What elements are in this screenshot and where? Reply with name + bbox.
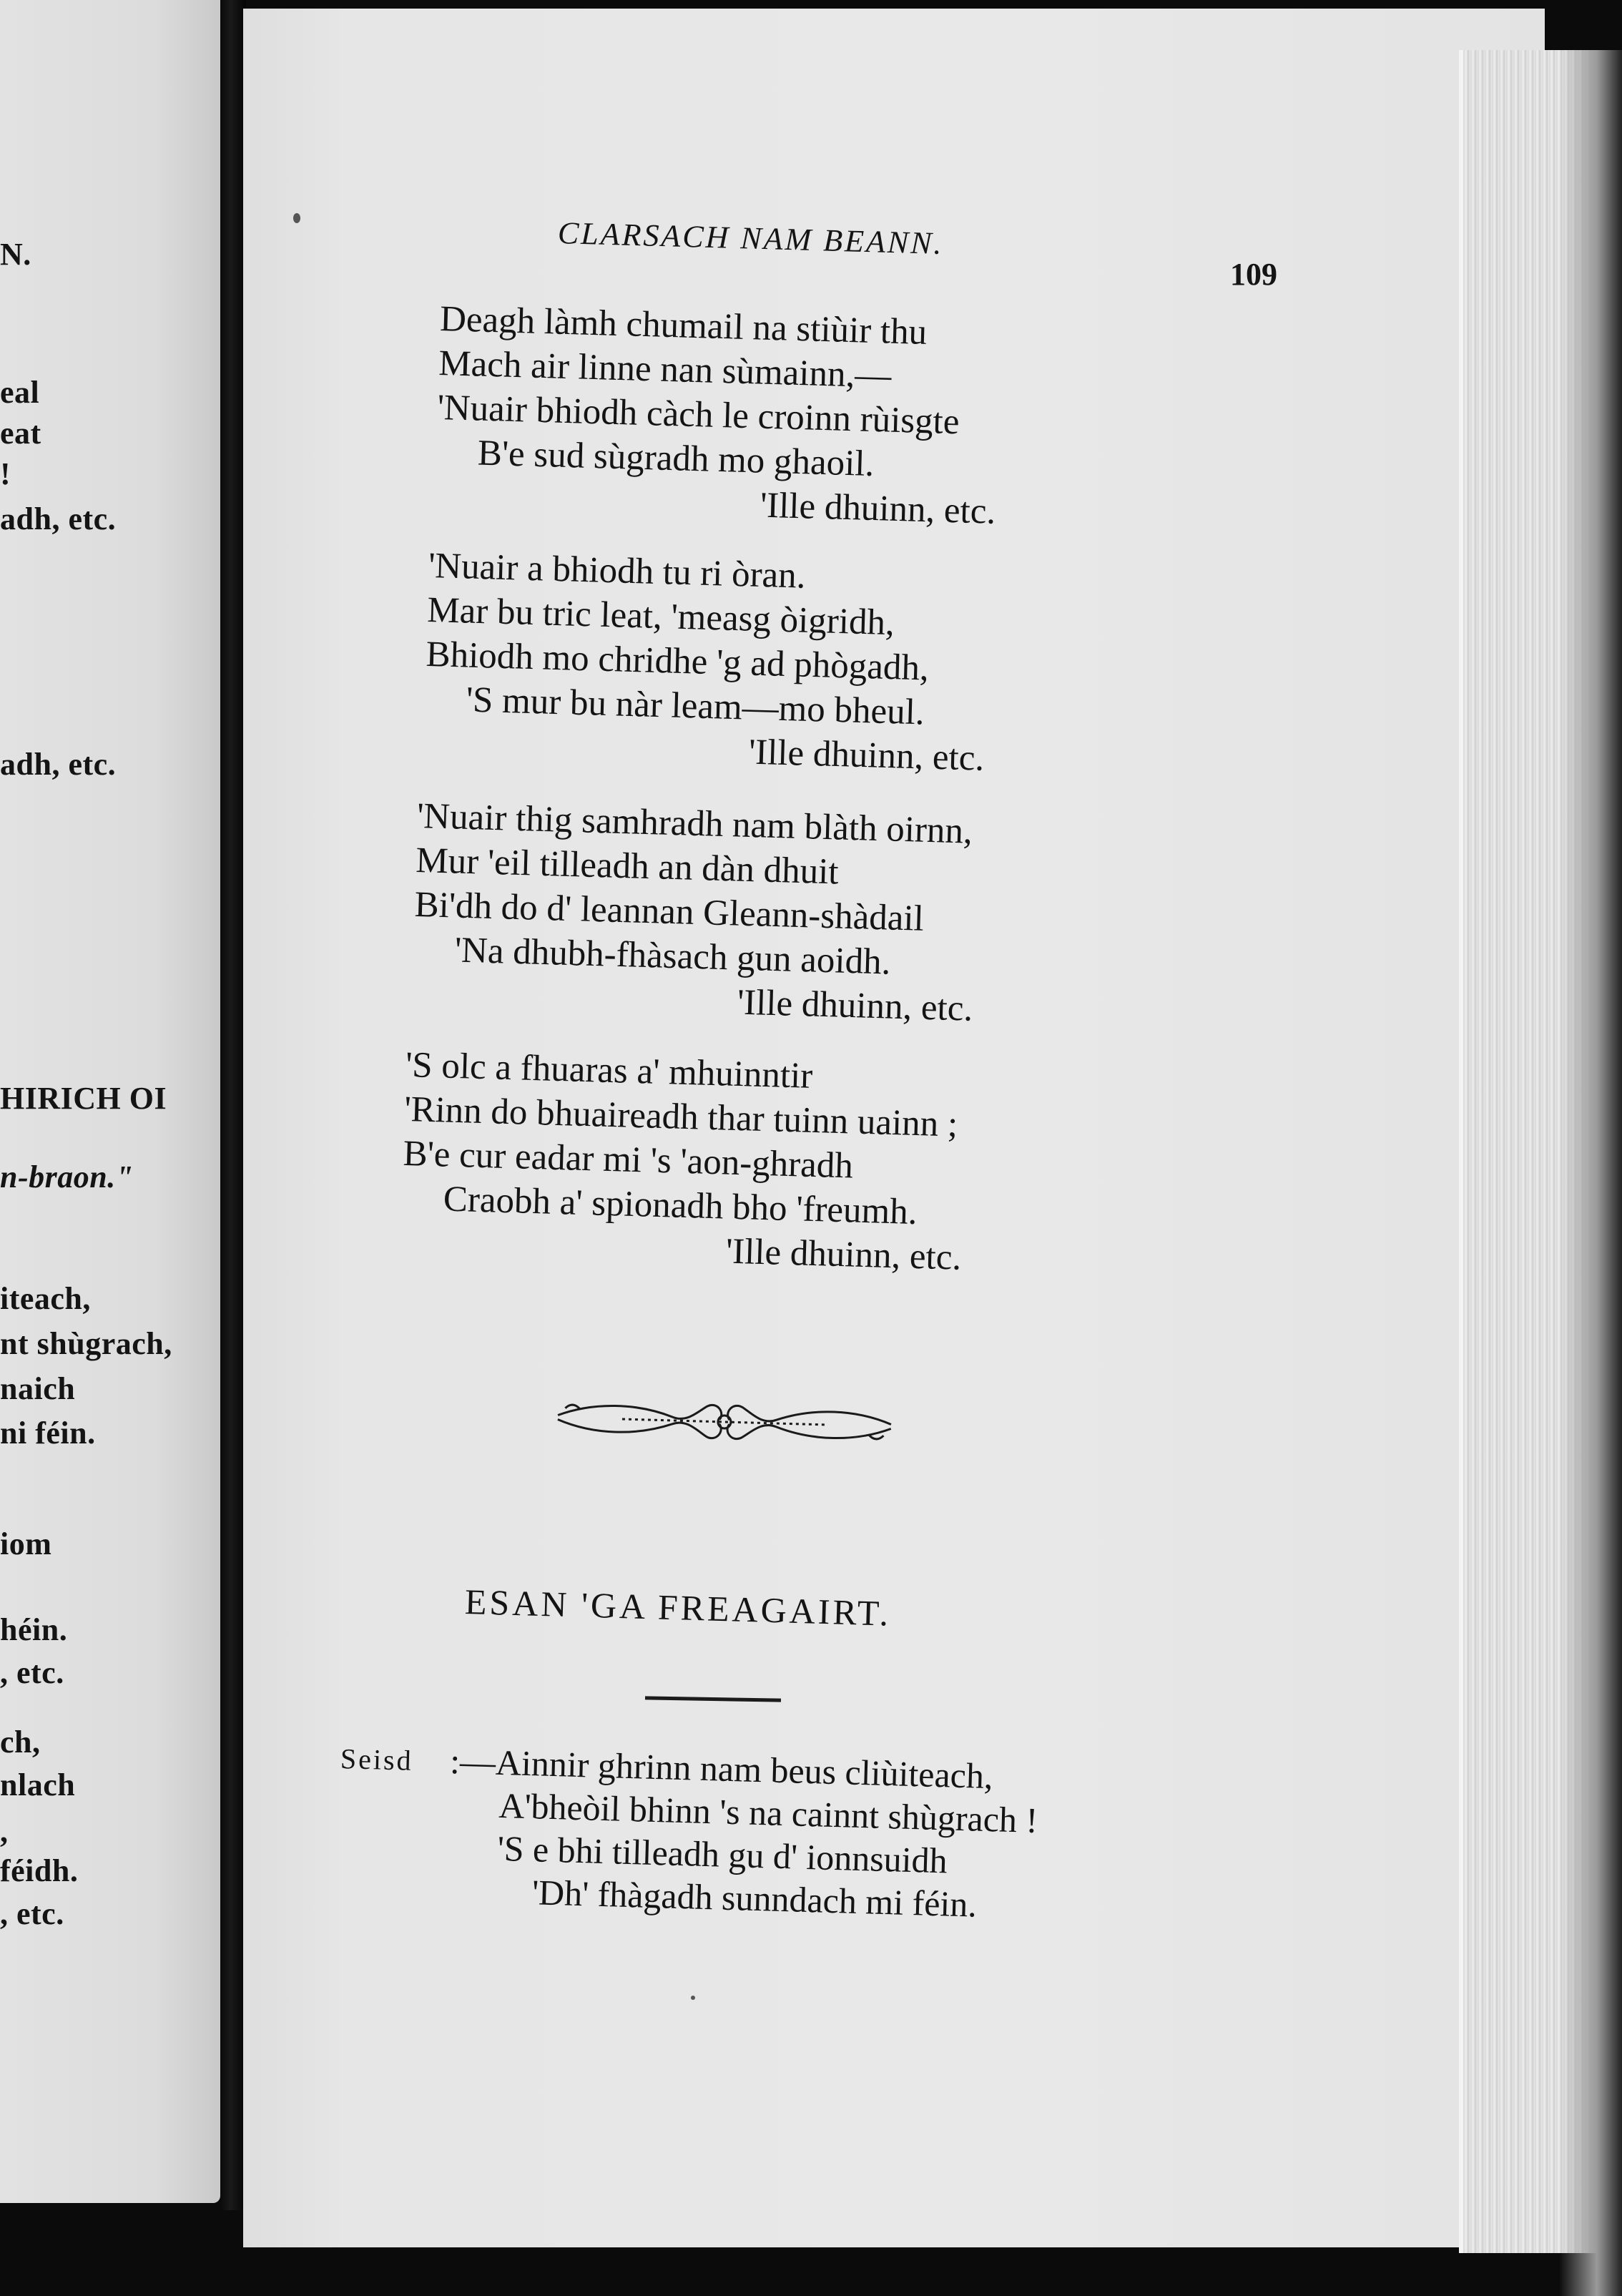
verse-line: Mach air linne nan sùmainn,— [438, 343, 893, 396]
stanza-4 [400, 1043, 967, 1280]
chorus-line: A'bheòil bhinn 's na cainnt shùgrach ! [498, 1785, 1038, 1840]
chorus-line: :—Ainnir ghrinn nam beus cliùiteach, [449, 1740, 994, 1797]
left-page-fragment: eat [0, 416, 41, 451]
refrain-line: 'Ille dhuinn, etc. [725, 1231, 962, 1278]
verse-line: Bi'dh do d' leannan Gleann-shàdail [413, 884, 925, 939]
verse-line: 'S mur bu nàr leam—mo bheul. [466, 680, 925, 733]
verse-line: Deagh làmh chumail na stiùir thu [439, 298, 928, 353]
chorus-line: 'S e bhi tilleadh gu d' ionnsuidh [497, 1828, 948, 1881]
left-page-fragment: adh, etc. [0, 747, 117, 782]
chorus-line: 'Dh' fhàgadh sunndach mi féin. [531, 1872, 978, 1925]
left-page-fragment: iom [0, 1526, 52, 1561]
left-page-fragment: héin. [0, 1612, 68, 1647]
page-edges-shadow [1559, 50, 1622, 2296]
left-page-fragment: naich [0, 1371, 76, 1406]
verse-line: B'e cur eadar mi 's 'aon-ghradh [402, 1133, 854, 1187]
left-page-fragment: nt shùgrach, [0, 1326, 172, 1361]
stanza-3 [411, 794, 978, 1031]
book-gutter [220, 0, 246, 2210]
left-page-fragment: n-braon." [0, 1159, 134, 1194]
left-page-fragment: eal [0, 375, 40, 410]
refrain-line: 'Ille dhuinn, etc. [760, 485, 996, 532]
verse-line: 'S olc a fhuaras a' mhuinntir [405, 1044, 814, 1097]
verse-line: 'Na dhubh-fhàsach gun aoidh. [454, 930, 892, 983]
chorus-label: Seisd [340, 1742, 414, 1777]
running-head: CLARSACH NAM BEANN. [557, 215, 945, 262]
print-speck [293, 213, 300, 223]
ornament-divider-icon [550, 1386, 899, 1453]
left-page-fragment: ni féin. [0, 1416, 96, 1451]
left-page-fragment: ! [0, 456, 11, 491]
verse-line: Mur 'eil tilleadh an dàn dhuit [415, 840, 840, 893]
verse-line: B'e sud sùgradh mo ghaoil. [477, 433, 875, 485]
verse-line: Mar bu tric leat, 'measg òigridh, [426, 589, 895, 644]
left-page [0, 0, 220, 2203]
left-page-fragment: N. [0, 237, 31, 272]
verse-line: 'Nuair a bhiodh tu ri òran. [428, 545, 807, 597]
verse-line: Bhiodh mo chridhe 'g ad phògadh, [425, 634, 930, 689]
print-speck [691, 1996, 695, 2000]
left-page-fragment: , [0, 1814, 9, 1849]
page-number: 109 [1230, 257, 1277, 292]
stanza-1 [434, 297, 1001, 534]
stanza-2 [423, 544, 990, 781]
left-page-fragment: nlach [0, 1767, 76, 1802]
left-page-fragment: ch, [0, 1725, 41, 1760]
left-page-fragment: iteach, [0, 1281, 91, 1316]
left-page-fragment: HIRICH OI [0, 1081, 167, 1116]
left-page-fragment: féidh. [0, 1853, 79, 1888]
section-title: ESAN 'GA FREAGAIRT. [464, 1581, 892, 1634]
chorus [446, 1740, 1039, 1928]
verse-line: 'Rinn do bhuaireadh thar tuinn uainn ; [403, 1089, 958, 1145]
refrain-line: 'Ille dhuinn, etc. [748, 732, 985, 779]
left-page-fragment: , etc. [0, 1655, 64, 1690]
verse-line: 'Nuair bhiodh càch le croinn rùisgte [436, 387, 960, 443]
verse-line: 'Nuair thig samhradh nam blàth oirnn, [416, 795, 973, 852]
refrain-line: 'Ille dhuinn, etc. [737, 982, 973, 1029]
left-page-fragment: adh, etc. [0, 501, 117, 536]
left-page-fragment: , etc. [0, 1896, 64, 1931]
verse-line: Craobh a' spionadh bho 'freumh. [443, 1179, 918, 1233]
